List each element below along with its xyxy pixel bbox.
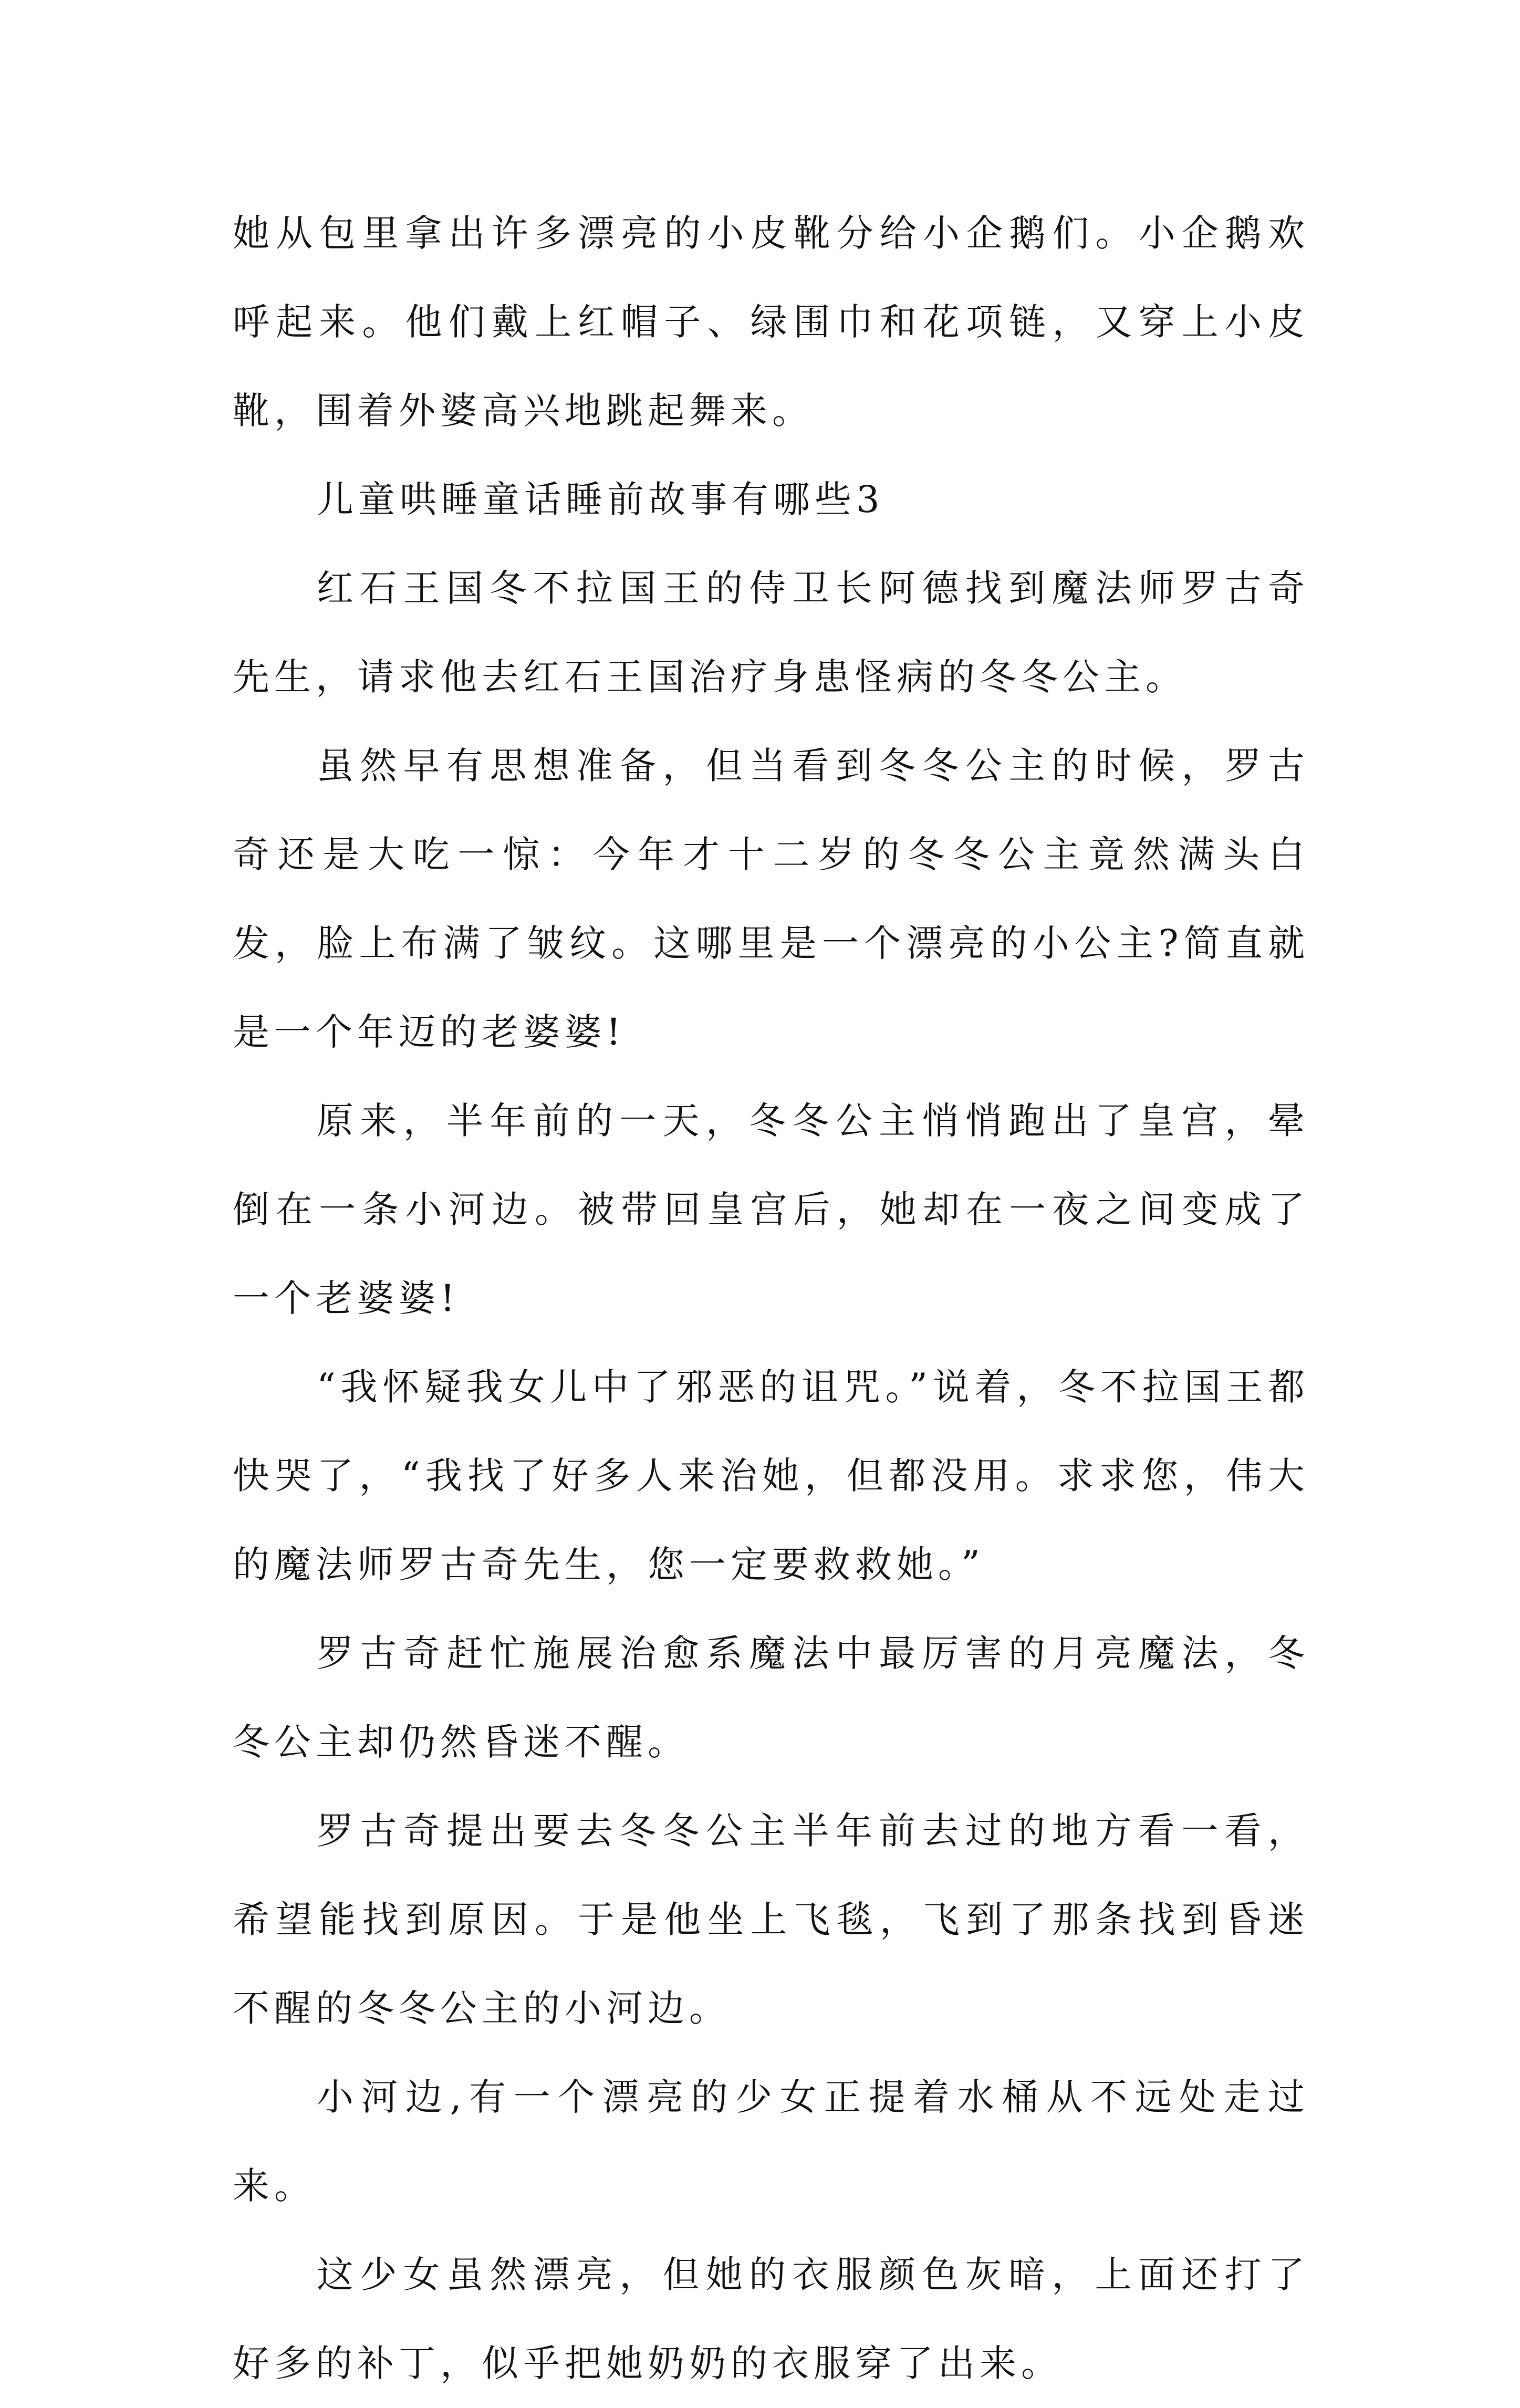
paragraph: 罗古奇提出要去冬冬公主半年前去过的地方看一看，希望能找到原因。于是他坐上飞毯，飞到了那条找到昏迷不醒的冬冬公主的小河边。 bbox=[233, 1809, 1309, 2030]
section-heading: 儿童哄睡童话睡前故事有哪些3 bbox=[317, 478, 884, 521]
paragraph: 虽然早有思想准备，但当看到冬冬公主的时候，罗古奇还是大吃一惊：今年才十二岁的冬冬公主竟然满头白发，脸上布满了皱纹。这哪里是一个漂亮的小公主?简直就是一个年迈的老婆婆! bbox=[233, 744, 1309, 1054]
paragraph: 红石王国冬不拉国王的侍卫长阿德找到魔法师罗古奇先生，请求他去红石王国治疗身患怪病的冬冬公主。 bbox=[233, 567, 1309, 699]
paragraph: 小河边,有一个漂亮的少女正提着水桶从不远处走过来。 bbox=[233, 2076, 1309, 2207]
paragraph-continuation: 她从包里拿出许多漂亮的小皮靴分给小企鹅们。小企鹅欢呼起来。他们戴上红帽子、绿围巾和花项链，又穿上小皮靴，围着外婆高兴地跳起舞来。 bbox=[233, 212, 1309, 432]
paragraph: 这少女虽然漂亮，但她的衣服颜色灰暗，上面还打了好多的补丁，似乎把她奶奶的衣服穿了出来。 bbox=[233, 2253, 1309, 2385]
paragraph: 罗古奇赶忙施展治愈系魔法中最厉害的月亮魔法，冬冬公主却仍然昏迷不醒。 bbox=[233, 1632, 1309, 1764]
document-body bbox=[233, 189, 1309, 2408]
paragraph: “我怀疑我女儿中了邪恶的诅咒。”说着，冬不拉国王都快哭了，“我找了好多人来治她，但都没用。求求您，伟大的魔法师罗古奇先生，您一定要救救她。” bbox=[233, 1365, 1309, 1586]
paragraph: 原来，半年前的一天，冬冬公主悄悄跑出了皇宫，晕倒在一条小河边。被带回皇宫后，她却在一夜之间变成了一个老婆婆! bbox=[233, 1099, 1309, 1320]
